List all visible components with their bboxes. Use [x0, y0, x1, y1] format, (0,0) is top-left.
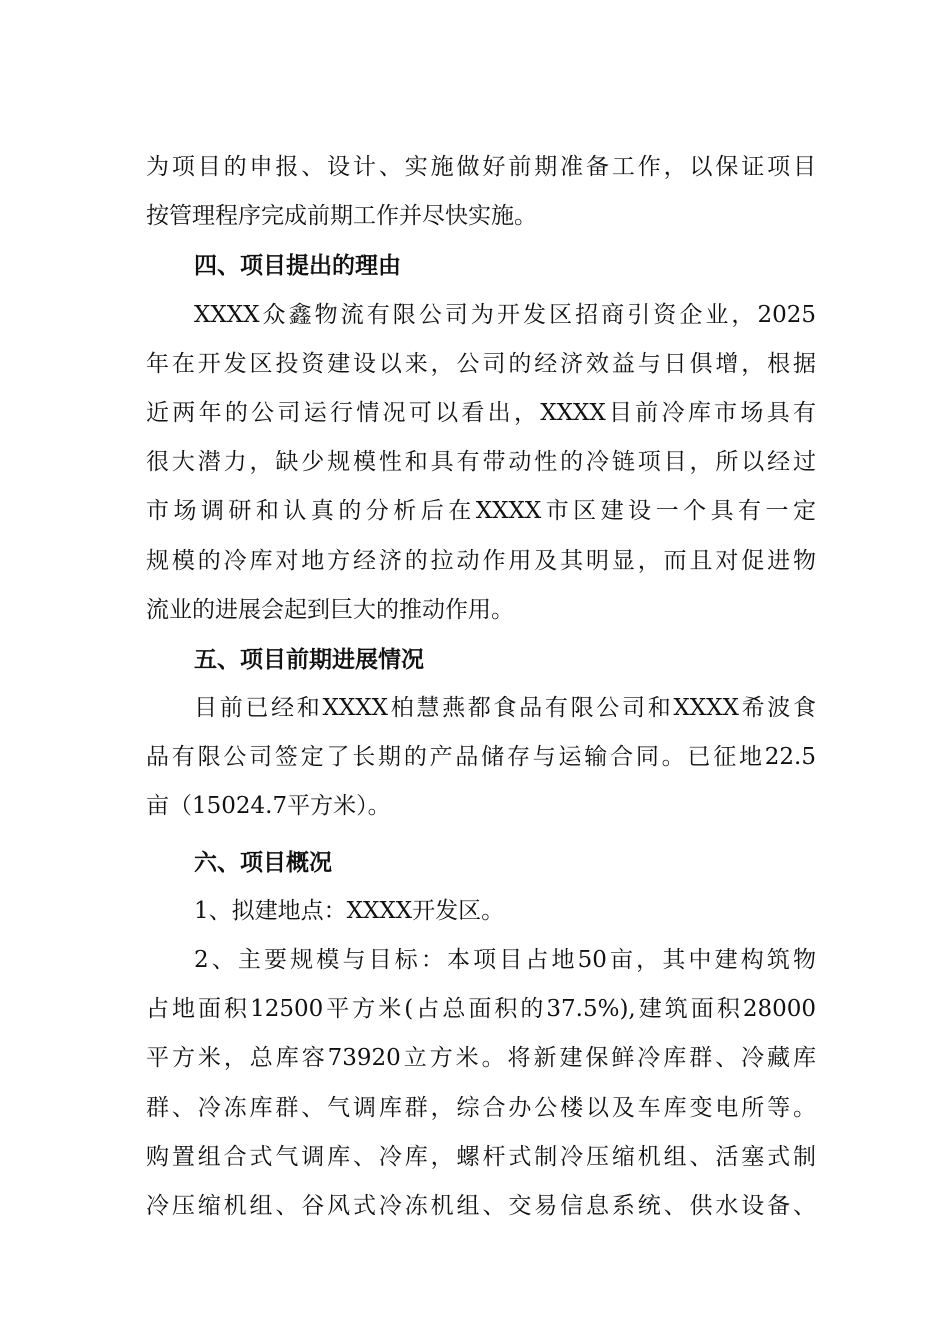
section-heading-progress: 五、项目前期进展情况: [194, 645, 424, 673]
paragraph-preceding: [146, 143, 816, 241]
text-line: 市场调研和认真的分析后在XXXX市区建设一个具有一定: [146, 498, 816, 525]
text-line: 近两年的公司运行情况可以看出，XXXX目前冷库市场具有: [146, 399, 816, 426]
text-line: 占地面积12500平方米(占总面积的37.5%),建筑面积28000: [146, 996, 816, 1023]
text-line: 冷压缩机组、谷风式冷冻机组、交易信息系统、供水设备、: [146, 1192, 816, 1219]
text-line: 平方米，总库容73920立方米。将新建保鲜冷库群、冷藏库: [146, 1045, 816, 1072]
text-line: 亩（15024.7平方米）。: [146, 793, 391, 820]
text-line: 很大潜力，缺少规模性和具有带动性的冷链项目，所以经过: [146, 449, 816, 476]
text-line: 年在开发区投资建设以来，公司的经济效益与日俱增，根据: [146, 350, 816, 377]
section-heading-reasons: 四、项目提出的理由: [194, 252, 401, 280]
list-item-scale: [146, 936, 816, 1231]
section-heading-overview: 六、项目概况: [194, 848, 332, 876]
document-body: [146, 143, 816, 1231]
text-line: 品有限公司签定了长期的产品储存与运输合同。已征地22.5: [146, 744, 816, 771]
list-item-location: 1、拟建地点：XXXX开发区。: [194, 897, 505, 924]
text-line: 流业的进展会起到巨大的推动作用。: [146, 596, 514, 623]
paragraph-reasons: [146, 291, 816, 635]
text-line: 购置组合式气调库、冷库，螺杆式制冷压缩机组、活塞式制: [146, 1143, 816, 1170]
text-line: 2、主要规模与目标：本项目占地50亩，其中建构筑物: [194, 947, 816, 973]
text-line: 规模的冷库对地方经济的拉动作用及其明显，而且对促进物: [146, 547, 816, 574]
text-line: 目前已经和XXXX柏慧燕都食品有限公司和XXXX希波食: [194, 695, 816, 722]
text-line: 为项目的申报、设计、实施做好前期准备工作，以保证项目: [146, 154, 816, 180]
paragraph-progress: [146, 684, 816, 832]
text-line: 按管理程序完成前期工作并尽快实施。: [146, 203, 537, 230]
text-line: 群、冷冻库群、气调库群，综合办公楼以及车库变电所等。: [146, 1094, 816, 1121]
text-line: XXXX众鑫物流有限公司为开发区招商引资企业，2025: [194, 301, 816, 328]
